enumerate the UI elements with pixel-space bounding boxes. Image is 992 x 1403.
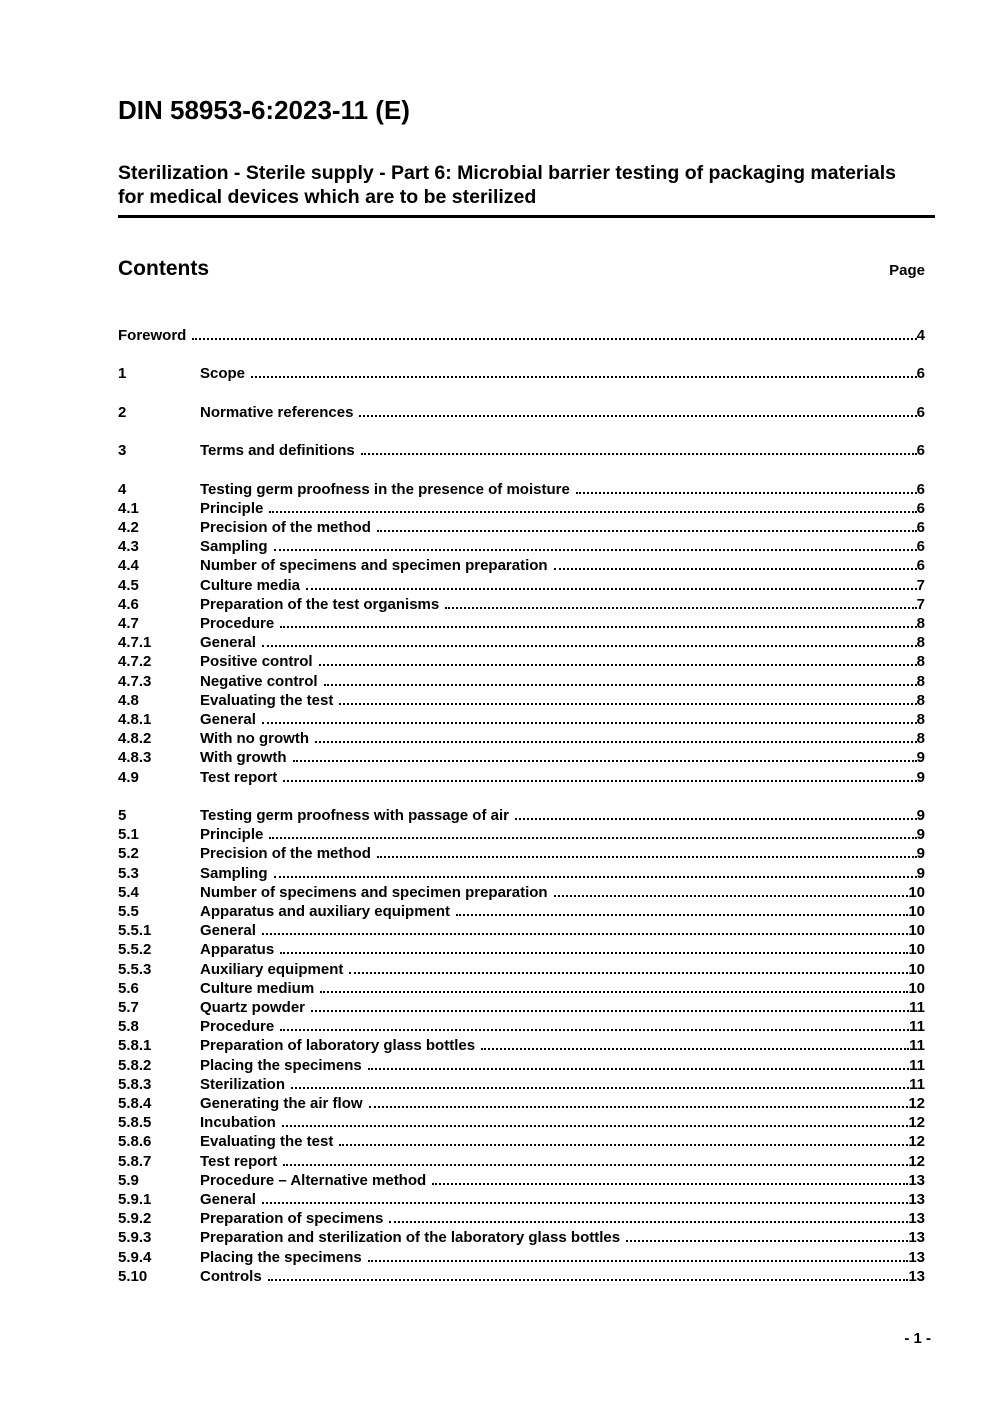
dot-leader (268, 1279, 909, 1281)
dot-leader (456, 914, 908, 916)
toc-entry (118, 441, 925, 460)
toc-entry-title: Apparatus (200, 941, 275, 959)
dot-leader (432, 1183, 908, 1185)
toc-entry-number: 5.8.7 (118, 1152, 152, 1170)
toc-entry (118, 614, 925, 633)
toc-entry (118, 1267, 925, 1286)
dot-leader (320, 991, 908, 993)
toc-entry-title: Preparation of laboratory glass bottles (200, 1037, 476, 1055)
toc-entry-page: 11 (909, 1056, 925, 1074)
toc-entry (118, 556, 925, 575)
toc-entry-number: 5.8.2 (118, 1056, 152, 1074)
toc-entry-number: 4.7.2 (118, 653, 152, 671)
toc-entry (118, 1209, 925, 1228)
dot-leader (280, 626, 916, 628)
dot-leader (291, 1087, 909, 1089)
dot-leader (283, 1164, 908, 1166)
toc-entry-title: Evaluating the test (200, 1133, 334, 1151)
toc-entry-title: General (200, 634, 256, 652)
toc-entry-title: Precision of the method (200, 518, 371, 536)
dot-leader (339, 1144, 908, 1146)
toc-group (118, 364, 925, 383)
toc-entry-page: 6 (916, 499, 925, 517)
toc-entry (118, 364, 925, 383)
toc-entry-number: 5.9 (118, 1171, 139, 1189)
toc-entry-number: 5.8.3 (118, 1075, 152, 1093)
dot-leader (368, 1260, 909, 1262)
dot-leader (515, 818, 917, 820)
toc-entry (118, 921, 925, 940)
toc-entry-title: Precision of the method (200, 845, 371, 863)
footer-page-number: - 1 - (904, 1330, 931, 1347)
dot-leader (274, 876, 917, 878)
toc-entry-title: Principle (200, 826, 264, 844)
toc-entry-number: 5.8.4 (118, 1095, 152, 1113)
toc-entry-page: 6 (916, 442, 925, 460)
toc-entry-title: Scope (200, 365, 246, 383)
dot-leader (269, 837, 916, 839)
toc-entry-page: 7 (916, 576, 925, 594)
toc-entry-number: 4.2 (118, 518, 139, 536)
toc-entry-number: 4.4 (118, 557, 139, 575)
toc-entry-title: Procedure – Alternative method (200, 1171, 427, 1189)
toc-entry-number: 5.9.3 (118, 1229, 152, 1247)
toc-entry-title: Evaluating the test (200, 691, 334, 709)
toc-entry (118, 1056, 925, 1075)
toc-entry-page: 9 (916, 749, 925, 767)
toc-entry-page: 11 (909, 1018, 925, 1036)
toc-entry-page: 13 (908, 1171, 925, 1189)
toc-entry (118, 825, 925, 844)
dot-leader (306, 588, 917, 590)
toc-entry-number: 4.8 (118, 691, 139, 709)
toc-entry-page: 10 (908, 883, 925, 901)
toc-entry-number: 5.5 (118, 903, 139, 921)
dot-leader (554, 895, 909, 897)
toc-entry-number: 4.8.2 (118, 730, 152, 748)
dot-leader (349, 972, 908, 974)
dot-leader (311, 1010, 909, 1012)
toc-entry-number: 4.7.1 (118, 634, 152, 652)
toc-entry-number: 5.3 (118, 864, 139, 882)
toc-entry (118, 844, 925, 863)
toc-entry-page: 8 (916, 730, 925, 748)
toc-entry-title: Terms and definitions (200, 442, 355, 460)
toc-entry-page: 13 (908, 1191, 925, 1209)
toc-group (118, 806, 925, 1286)
dot-leader (293, 760, 917, 762)
toc-entry-page: 11 (909, 1075, 925, 1093)
toc-entry-title: Preparation of the test organisms (200, 595, 440, 613)
toc-entry-page: 10 (908, 941, 925, 959)
toc-entry-number: 3 (118, 442, 127, 460)
toc-entry-page: 13 (908, 1229, 925, 1247)
toc-entry-page: 4 (916, 327, 925, 344)
toc-entry-number: 2 (118, 403, 127, 421)
toc-entry-number: 4.1 (118, 499, 139, 517)
toc-entry-page: 12 (908, 1133, 925, 1151)
toc-entry-title: Procedure (200, 614, 275, 632)
dot-leader (269, 511, 916, 513)
dot-leader (280, 952, 908, 954)
toc-entry-number: 4.6 (118, 595, 139, 613)
toc-entry-title: With no growth (200, 730, 309, 748)
toc-entry-page: 6 (916, 538, 925, 556)
toc-group (118, 326, 925, 345)
toc-entry-title: General (200, 922, 256, 940)
toc-entry (118, 537, 925, 556)
toc-entry-title: Preparation of specimens (200, 1210, 384, 1228)
toc-entry-page: 8 (916, 634, 925, 652)
toc-entry (118, 1075, 925, 1094)
toc-entry-title: General (200, 711, 256, 728)
toc-entry (118, 1036, 925, 1055)
toc-entry-title: Sterilization (200, 1075, 286, 1093)
toc-entry (118, 1248, 925, 1267)
dot-leader (368, 1068, 909, 1070)
toc-entry (118, 1190, 925, 1209)
toc-entry-page: 9 (916, 845, 925, 863)
toc-entry (118, 998, 925, 1017)
toc-entry (118, 710, 925, 729)
dot-leader (315, 741, 917, 743)
toc-entry-page: 8 (916, 614, 925, 632)
title-rule (118, 215, 935, 218)
toc-entry-number: 5.8.5 (118, 1114, 152, 1132)
toc-entry-page: 10 (908, 903, 925, 921)
toc-entry-title: Incubation (200, 1114, 276, 1132)
dot-leader (481, 1048, 909, 1050)
toc-entry-title: Negative control (200, 672, 318, 690)
toc-entry-number: 5 (118, 807, 127, 824)
dot-leader (262, 645, 917, 647)
toc-entry (118, 748, 925, 767)
toc-entry (118, 729, 925, 748)
toc-entry-title: Test report (200, 768, 278, 786)
toc-entry (118, 1228, 925, 1247)
dot-leader (192, 338, 916, 340)
toc-entry-title: Sampling (200, 864, 268, 882)
toc-entry-page: 8 (916, 711, 925, 728)
toc-entry-title: Procedure (200, 1018, 275, 1036)
contents-header-row (118, 256, 925, 282)
toc-entry-title: Controls (200, 1267, 262, 1285)
toc-entry-page: 6 (916, 403, 925, 421)
toc-entry-page: 8 (916, 653, 925, 671)
toc-entry-title: Principle (200, 499, 264, 517)
toc-entry-number: 4.9 (118, 768, 139, 786)
dot-leader (262, 1202, 908, 1204)
toc-entry-page: 7 (916, 595, 925, 613)
dot-leader (361, 453, 917, 455)
toc-entry-title: Auxiliary equipment (200, 960, 344, 978)
toc-entry-number: 5.9.1 (118, 1191, 152, 1209)
dot-leader (445, 607, 916, 609)
toc-entry (118, 1094, 925, 1113)
toc-entry-number: 5.5.2 (118, 941, 152, 959)
toc-entry-title: General (200, 1191, 256, 1209)
toc-entry-page: 11 (909, 1037, 925, 1055)
toc-entry-title: With growth (200, 749, 287, 767)
document-page (118, 0, 925, 1286)
toc-entry-page: 12 (908, 1114, 925, 1132)
dot-leader (554, 568, 917, 570)
toc-entry (118, 1113, 925, 1132)
toc-list (118, 326, 925, 1286)
toc-entry (118, 940, 925, 959)
toc-entry-title: Culture media (200, 576, 301, 594)
toc-entry-title: Culture medium (200, 979, 315, 997)
toc-entry-page: 8 (916, 691, 925, 709)
dot-leader (282, 1125, 908, 1127)
toc-entry (118, 1171, 925, 1190)
toc-entry (118, 806, 925, 825)
toc-entry-page: 10 (908, 922, 925, 940)
contents-heading: Contents (118, 257, 209, 280)
toc-entry-title: Positive control (200, 653, 313, 671)
toc-entry-number: 4.7.3 (118, 672, 152, 690)
toc-entry-page: 12 (908, 1095, 925, 1113)
toc-entry (118, 652, 925, 671)
toc-entry-page: 13 (908, 1267, 925, 1285)
dot-leader (262, 722, 917, 724)
toc-entry (118, 768, 925, 787)
toc-entry-page: 8 (916, 672, 925, 690)
toc-entry-page: 6 (916, 518, 925, 536)
toc-entry (118, 1152, 925, 1171)
toc-entry (118, 883, 925, 902)
toc-entry-title: Normative references (200, 403, 354, 421)
toc-entry-number: 5.10 (118, 1267, 148, 1285)
toc-entry-page: 9 (916, 826, 925, 844)
toc-entry (118, 1132, 925, 1151)
document-title: Sterilization - Sterile supply - Part 6: Microbial barrier testing of packaging materials for medical devices which are to be sterilized (118, 162, 897, 208)
toc-group (118, 403, 925, 422)
toc-entry-number: 1 (118, 365, 127, 383)
dot-leader (339, 703, 916, 705)
toc-entry (118, 1017, 925, 1036)
toc-entry-title: Placing the specimens (200, 1248, 362, 1266)
toc-entry (118, 633, 925, 652)
toc-entry-page: 10 (908, 960, 925, 978)
dot-leader (280, 1029, 909, 1031)
dot-leader (369, 1106, 909, 1108)
toc-entry-title: Preparation and sterilization of the laboratory glass bottles (200, 1229, 621, 1247)
toc-entry-page: 6 (916, 365, 925, 383)
toc-entry-page: 9 (916, 807, 925, 824)
toc-entry (118, 864, 925, 883)
toc-entry-title: Number of specimens and specimen preparation (200, 883, 548, 901)
toc-entry (118, 979, 925, 998)
toc-entry-title: Test report (200, 1152, 278, 1170)
toc-entry-number: 5.8.1 (118, 1037, 152, 1055)
toc-entry (118, 960, 925, 979)
toc-group (118, 480, 925, 787)
toc-entry-title: Testing germ proofness with passage of air (200, 807, 509, 824)
toc-entry (118, 480, 925, 499)
toc-entry-page: 9 (916, 864, 925, 882)
dot-leader (324, 684, 917, 686)
toc-entry-number: 5.7 (118, 999, 139, 1017)
document-number: DIN 58953-6:2023-11 (E) (118, 95, 410, 125)
toc-entry-page: 12 (908, 1152, 925, 1170)
toc-entry-title: Apparatus and auxiliary equipment (200, 903, 451, 921)
dot-leader (274, 549, 917, 551)
toc-group (118, 441, 925, 460)
toc-entry-title: Number of specimens and specimen preparation (200, 557, 548, 575)
toc-entry-number: 5.8.6 (118, 1133, 152, 1151)
dot-leader (359, 415, 916, 417)
dot-leader (377, 530, 917, 532)
toc-entry-title: Quartz powder (200, 999, 306, 1017)
toc-entry-page: 10 (908, 979, 925, 997)
toc-entry-number: 5.6 (118, 979, 139, 997)
toc-entry-number: 4.8.3 (118, 749, 152, 767)
dot-leader (626, 1240, 908, 1242)
toc-entry-page: 13 (908, 1210, 925, 1228)
toc-entry-title: Sampling (200, 538, 268, 556)
dot-leader (576, 492, 917, 494)
toc-entry (118, 499, 925, 518)
toc-entry-number: 5.9.2 (118, 1210, 152, 1228)
toc-entry (118, 403, 925, 422)
toc-entry-page: 11 (909, 999, 925, 1017)
toc-entry-number: 5.5.1 (118, 922, 152, 940)
toc-entry-page: 13 (908, 1248, 925, 1266)
page-column-label: Page (889, 262, 925, 279)
toc-entry-page: 6 (916, 480, 925, 498)
toc-entry-number: 5.9.4 (118, 1248, 152, 1266)
dot-leader (319, 664, 917, 666)
toc-entry-number: 4.5 (118, 576, 139, 594)
toc-entry (118, 691, 925, 710)
toc-entry-number: 5.8 (118, 1018, 139, 1036)
toc-entry-number: 5.5.3 (118, 960, 152, 978)
toc-entry-number: 5.4 (118, 883, 139, 901)
toc-entry-title: Testing germ proofness in the presence of moisture (200, 480, 570, 498)
toc-entry (118, 902, 925, 921)
toc-entry-number: 4.3 (118, 538, 139, 556)
dot-leader (283, 780, 916, 782)
dot-leader (389, 1221, 908, 1223)
toc-entry (118, 595, 925, 614)
toc-entry (118, 576, 925, 595)
toc-entry (118, 326, 925, 345)
dot-leader (251, 376, 917, 378)
toc-entry-number: 4 (118, 480, 127, 498)
toc-entry (118, 518, 925, 537)
toc-entry-page: 6 (916, 557, 925, 575)
dot-leader (377, 856, 917, 858)
toc-entry-title: Placing the specimens (200, 1056, 362, 1074)
toc-entry-number: 5.1 (118, 826, 139, 844)
toc-entry-number: 4.8.1 (118, 711, 152, 728)
toc-entry-page: 9 (916, 768, 925, 786)
toc-entry-title: Generating the air flow (200, 1095, 363, 1113)
toc-entry-title: Foreword (118, 327, 187, 344)
toc-entry-number: 4.7 (118, 614, 139, 632)
toc-entry-number: 5.2 (118, 845, 139, 863)
dot-leader (262, 933, 908, 935)
toc-entry (118, 672, 925, 691)
